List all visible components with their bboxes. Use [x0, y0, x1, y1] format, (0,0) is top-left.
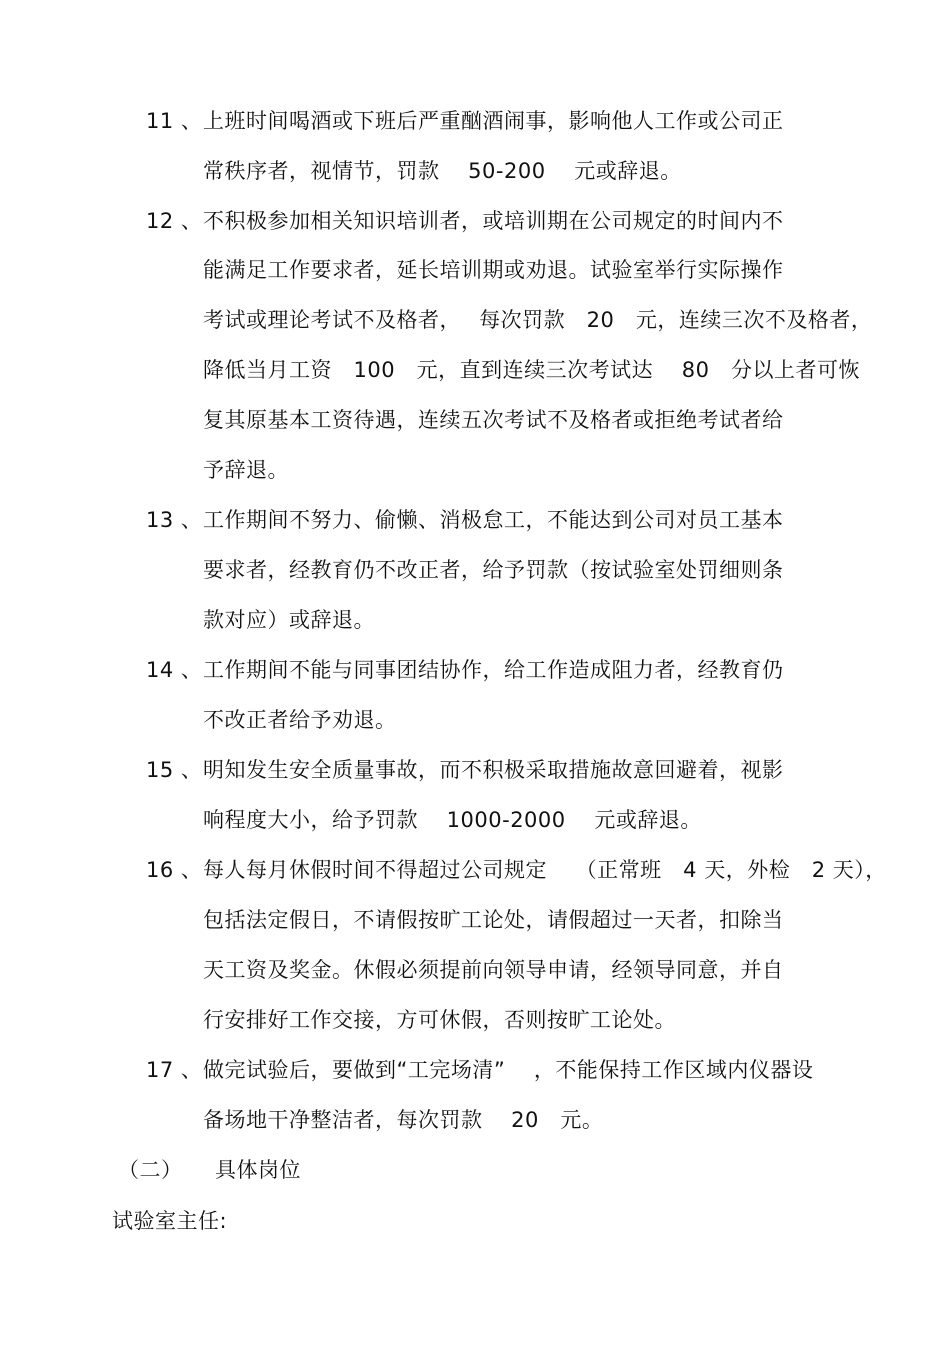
- item-text-line: 降低当月工资 100 元，直到连续三次考试达 80 分以上者可恢: [203, 358, 860, 382]
- item-text-line: 要求者，经教育仍不改正者，给予罚款（按试验室处罚细则条: [203, 558, 784, 582]
- item-text-line: 每人每月休假时间不得超过公司规定 （正常班 4 天，外检 2 天），: [203, 858, 887, 882]
- item-text-line: 做完试验后，要做到“工完场清” ，不能保持工作区域内仪器设: [203, 1058, 814, 1082]
- item-text-line: 备场地干净整洁者，每次罚款 20 元。: [203, 1108, 604, 1132]
- item-text-line: 明知发生安全质量事故，而不积极采取措施故意回避着，视影: [203, 758, 784, 782]
- item-text-line: 考试或理论考试不及格者， 每次罚款 20 元，连续三次不及格者，: [203, 308, 873, 332]
- item-text-line: 工作期间不能与同事团结协作，给工作造成阻力者，经教育仍: [203, 658, 784, 682]
- item-text-line: 常秩序者，视情节，罚款 50-200 元或辞退。: [203, 159, 682, 183]
- item-text-line: 响程度大小，给予罚款 1000-2000 元或辞退。: [203, 808, 702, 832]
- item-number: 14 、: [146, 658, 203, 682]
- item-number: 11 、: [146, 109, 203, 133]
- role-heading: 试验室主任:: [112, 1209, 228, 1233]
- item-text-line: 行安排好工作交接，方可休假，否则按旷工论处。: [203, 1008, 676, 1032]
- item-text-line: 能满足工作要求者，延长培训期或劝退。试验室举行实际操作: [203, 258, 784, 282]
- item-text-line: 包括法定假日，不请假按旷工论处，请假超过一天者，扣除当: [203, 908, 784, 932]
- item-number: 15 、: [146, 758, 203, 782]
- section-heading: （二） 具体岗位: [118, 1158, 301, 1182]
- item-text-line: 不改正者给予劝退。: [203, 708, 397, 732]
- item-number: 17 、: [146, 1058, 203, 1082]
- item-text-line: 上班时间喝酒或下班后严重酗酒闹事，影响他人工作或公司正: [203, 109, 784, 133]
- item-text-line: 款对应）或辞退。: [203, 608, 375, 632]
- item-text-line: 不积极参加相关知识培训者，或培训期在公司规定的时间内不: [203, 209, 784, 233]
- item-text-line: 复其原基本工资待遇，连续五次考试不及格者或拒绝考试者给: [203, 408, 784, 432]
- item-text-line: 予辞退。: [203, 458, 289, 482]
- item-number: 16 、: [146, 858, 203, 882]
- item-number: 12 、: [146, 209, 203, 233]
- item-text-line: 天工资及奖金。休假必须提前向领导申请，经领导同意，并自: [203, 958, 784, 982]
- item-number: 13 、: [146, 508, 203, 532]
- item-text-line: 工作期间不努力、偷懒、消极怠工，不能达到公司对员工基本: [203, 508, 784, 532]
